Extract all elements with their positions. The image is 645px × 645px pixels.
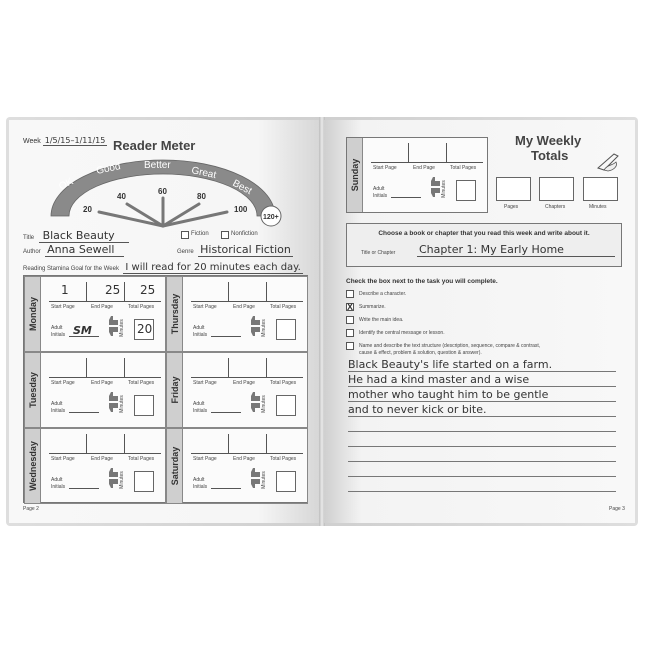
pages-divider <box>124 434 125 454</box>
total-pages-label: Total Pages <box>270 304 297 310</box>
pages-line <box>49 377 161 378</box>
end-page-label: End Page <box>233 456 255 462</box>
pages-divider <box>446 143 447 163</box>
scale-60: 60 <box>158 187 167 196</box>
day-tab <box>25 277 41 351</box>
day-cell-monday <box>24 276 166 352</box>
writing-line-empty <box>348 448 616 462</box>
initials-label: Initials <box>193 408 208 414</box>
minutes-value: 20 <box>137 322 153 336</box>
end-page-label: End Page <box>233 380 255 386</box>
pages-divider <box>228 434 229 454</box>
day-name: Thursday <box>169 293 180 335</box>
end-page-label: End Page <box>233 304 255 310</box>
task-label: Name and describe the text structure (description, sequence, compare & contrast, <box>359 343 541 349</box>
total-pages-value: 25 <box>140 283 156 297</box>
initials-line <box>211 488 241 489</box>
page-number-left: Page 2 <box>23 506 39 512</box>
title-label: Title <box>23 235 35 241</box>
start-page-label: Start Page <box>193 304 217 310</box>
total-pages-label: Total Pages <box>128 380 155 386</box>
writing-line: and to never kick or bite. <box>348 403 616 417</box>
minutes-label: Minutes <box>260 319 267 337</box>
arc-word-better: Better <box>144 160 171 171</box>
day-name: Sunday <box>349 158 360 192</box>
start-page-label: Start Page <box>51 380 75 386</box>
task-checkbox[interactable] <box>346 290 354 298</box>
start-page-value: 1 <box>61 283 69 297</box>
initials-label: Initials <box>51 332 66 338</box>
adult-label: Adult <box>193 401 205 407</box>
minutes-label: Minutes <box>260 395 267 413</box>
weekly-totals-title-line1: My Weekly <box>515 133 582 148</box>
genre-value: Historical Fiction <box>200 243 291 256</box>
adult-label: Adult <box>51 477 63 483</box>
totals-label-chapters: Chapters <box>545 204 566 210</box>
chapter-prompt: Choose a book or chapter that you read this week and write about it. <box>378 230 590 237</box>
initials-label: Initials <box>193 484 208 490</box>
adult-label: Adult <box>373 186 385 192</box>
pages-line <box>191 377 303 378</box>
chapter-prompt-box <box>346 223 622 267</box>
end-page-value: 25 <box>105 283 121 297</box>
goal-value: I will read for 20 minutes each day. <box>125 262 301 273</box>
pages-divider <box>266 358 267 378</box>
pages-divider <box>228 282 229 302</box>
pages-divider <box>86 282 87 302</box>
pages-line <box>191 301 303 302</box>
start-page-label: Start Page <box>51 304 75 310</box>
meter-needles <box>99 198 227 226</box>
week-value: 1/5/15–1/11/15 <box>44 136 106 145</box>
minutes-box[interactable] <box>276 471 296 492</box>
author-label: Author <box>23 249 41 255</box>
reader-meter-gauge <box>39 154 284 229</box>
adult-label: Adult <box>51 325 63 331</box>
minutes-box[interactable] <box>276 319 296 340</box>
day-cell-tuesday <box>24 352 166 428</box>
day-cell-wednesday <box>24 428 166 504</box>
weekly-totals-title-line2: Totals <box>531 148 569 163</box>
total-pages-label: Total Pages <box>270 380 297 386</box>
daily-log-grid <box>23 275 308 503</box>
scale-100: 100 <box>234 205 248 214</box>
task-checkbox[interactable] <box>346 342 354 350</box>
minutes-label: Minutes <box>118 319 125 337</box>
day-cell-sunday <box>346 137 488 213</box>
weekly-totals-title <box>515 133 581 163</box>
total-pages-label: Total Pages <box>128 456 155 462</box>
minutes-label: Minutes <box>440 180 447 198</box>
minutes-box[interactable] <box>456 180 476 201</box>
total-pages-label: Total Pages <box>128 304 155 310</box>
end-page-label: End Page <box>91 456 113 462</box>
writing-hand-icon <box>596 150 622 172</box>
total-pages-label: Total Pages <box>270 456 297 462</box>
initials-line <box>211 336 241 337</box>
writing-line-empty <box>348 433 616 447</box>
page-number-right: Page 3 <box>609 506 625 512</box>
day-tab <box>25 353 41 427</box>
arc-word-ok: OK <box>57 176 76 193</box>
author-value: Anna Sewell <box>45 243 124 257</box>
task-label: Summarize. <box>359 304 386 310</box>
minutes-box[interactable] <box>134 395 154 416</box>
end-page-label: End Page <box>91 304 113 310</box>
adult-label: Adult <box>51 401 63 407</box>
pages-divider <box>266 434 267 454</box>
pages-line <box>371 162 483 163</box>
day-cell-saturday <box>166 428 308 504</box>
total-minutes-box[interactable] <box>583 177 618 201</box>
initials-line <box>69 412 99 413</box>
total-pages-box[interactable] <box>496 177 531 201</box>
initials-line <box>69 488 99 489</box>
initials-value: SM <box>73 324 92 337</box>
minutes-label: Minutes <box>260 471 267 489</box>
chapter-value: Chapter 1: My Early Home <box>417 243 615 257</box>
meter-scale <box>83 187 248 214</box>
pages-divider <box>408 143 409 163</box>
open-workbook <box>6 117 638 526</box>
start-page-label: Start Page <box>373 165 397 171</box>
end-page-label: End Page <box>91 380 113 386</box>
nonfiction-checkbox[interactable] <box>221 231 229 239</box>
initials-label: Initials <box>193 332 208 338</box>
minutes-label: Minutes <box>118 471 125 489</box>
initials-line <box>391 197 421 198</box>
chapter-label: Title or Chapter <box>361 250 396 256</box>
right-page <box>324 120 635 523</box>
start-page-label: Start Page <box>193 456 217 462</box>
week-label: Week <box>23 138 41 145</box>
task-label: Write the main idea. <box>359 317 404 323</box>
arc-word-best: Best <box>230 177 254 198</box>
day-cell-thursday <box>166 276 308 352</box>
writing-line: Black Beauty's life started on a farm. <box>348 358 616 372</box>
adult-label: Adult <box>193 325 205 331</box>
end-page-label: End Page <box>413 165 435 171</box>
initials-label: Initials <box>51 484 66 490</box>
task-checkbox[interactable] <box>346 316 354 324</box>
pages-line <box>49 301 161 302</box>
adult-label: Adult <box>193 477 205 483</box>
genre-row <box>177 240 293 258</box>
arc-word-good: Good <box>95 161 122 177</box>
day-name: Monday <box>27 296 38 332</box>
meter-title: Reader Meter <box>113 138 196 153</box>
task-label: Identify the central message or lesson. <box>359 330 445 336</box>
author-row <box>23 240 124 258</box>
pages-divider <box>124 282 125 302</box>
arc-word-great: Great <box>190 165 218 182</box>
day-tab <box>167 353 183 427</box>
task-checkbox-checked[interactable] <box>346 303 354 311</box>
day-tab <box>167 277 183 351</box>
nonfiction-label: Nonfiction <box>231 231 258 237</box>
totals-label-pages: Pages <box>504 204 519 210</box>
writing-line-empty <box>348 418 616 432</box>
fiction-checkbox[interactable] <box>181 231 189 239</box>
start-page-label: Start Page <box>51 456 75 462</box>
pages-divider <box>228 358 229 378</box>
day-tab <box>167 429 183 503</box>
left-page <box>9 120 320 523</box>
initials-label: Initials <box>373 193 388 199</box>
scale-40: 40 <box>117 192 126 201</box>
task-heading: Check the box next to the task you will complete. <box>346 278 498 285</box>
day-cell-friday <box>166 352 308 428</box>
initials-line <box>211 412 241 413</box>
task-checkbox[interactable] <box>346 329 354 337</box>
pages-divider <box>86 358 87 378</box>
start-page-label: Start Page <box>193 380 217 386</box>
initials-label: Initials <box>51 408 66 414</box>
scale-80: 80 <box>197 192 206 201</box>
week-row <box>23 136 107 145</box>
writing-line-empty <box>348 463 616 477</box>
fiction-label: Fiction <box>191 231 209 237</box>
title-value: Black Beauty <box>39 229 129 243</box>
minutes-box[interactable] <box>276 395 296 416</box>
day-name: Tuesday <box>27 372 38 408</box>
minutes-box[interactable] <box>134 471 154 492</box>
minutes-box[interactable] <box>134 319 154 340</box>
writing-line: mother who taught him to be gentle <box>348 388 616 402</box>
total-pages-label: Total Pages <box>450 165 477 171</box>
genre-label: Genre <box>177 249 194 255</box>
pages-divider <box>266 282 267 302</box>
goal-label: Reading Stamina Goal for the Week <box>23 266 119 272</box>
day-name: Saturday <box>169 446 180 486</box>
pages-line <box>49 453 161 454</box>
minutes-label: Minutes <box>118 395 125 413</box>
pages-line <box>191 453 303 454</box>
day-name: Wednesday <box>27 441 38 491</box>
goal-row <box>23 257 303 275</box>
writing-line: He had a kind master and a wise <box>348 373 616 387</box>
task-label-continued: cause & effect, problem & solution, question & answer). <box>359 350 482 356</box>
writing-line-empty <box>348 478 616 492</box>
scale-20: 20 <box>83 205 92 214</box>
totals-label-minutes: Minutes <box>589 204 607 210</box>
day-tab <box>347 138 363 212</box>
scale-120: 120+ <box>263 214 279 221</box>
day-tab <box>25 429 41 503</box>
total-chapters-box[interactable] <box>539 177 574 201</box>
pages-divider <box>86 434 87 454</box>
pages-divider <box>124 358 125 378</box>
day-name: Friday <box>169 376 180 404</box>
task-label: Describe a character. <box>359 291 407 297</box>
check-mark: X <box>347 302 354 312</box>
